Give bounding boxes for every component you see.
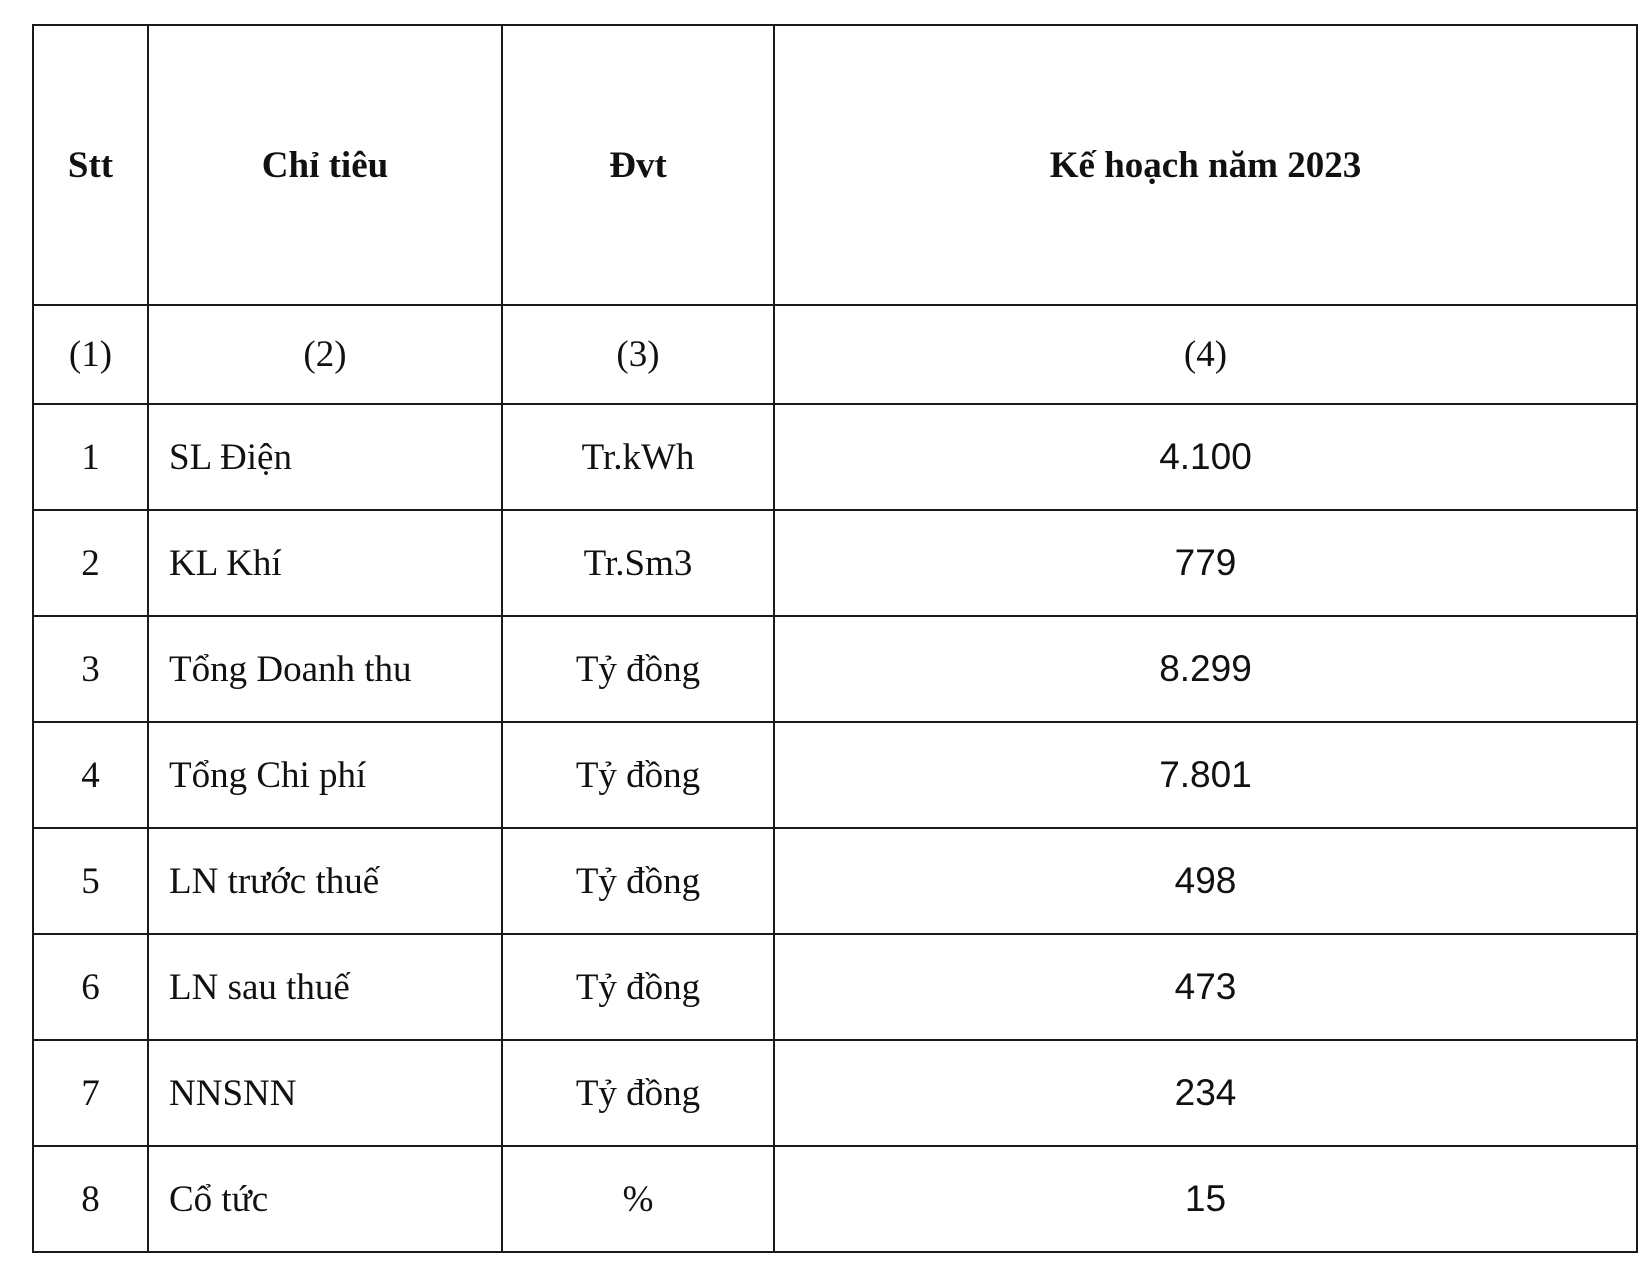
row-unit: Tỷ đồng (502, 616, 774, 722)
row-value: 473 (774, 934, 1637, 1040)
row-label: Tổng Chi phí (148, 722, 502, 828)
row-value: 7.801 (774, 722, 1637, 828)
row-unit: Tỷ đồng (502, 722, 774, 828)
header-stt: Stt (33, 25, 148, 305)
row-label: KL Khí (148, 510, 502, 616)
row-value: 498 (774, 828, 1637, 934)
header-ke-hoach: Kế hoạch năm 2023 (774, 25, 1637, 305)
column-number: (4) (774, 305, 1637, 404)
row-stt: 8 (33, 1146, 148, 1252)
header-chi-tieu: Chỉ tiêu (148, 25, 502, 305)
row-stt: 4 (33, 722, 148, 828)
plan-table (32, 24, 1638, 1253)
row-value: 4.100 (774, 404, 1637, 510)
row-stt: 7 (33, 1040, 148, 1146)
column-number: (2) (148, 305, 502, 404)
row-stt: 3 (33, 616, 148, 722)
table-row (33, 934, 1637, 1040)
header-row (33, 25, 1637, 305)
row-label: NNSNN (148, 1040, 502, 1146)
row-label: SL Điện (148, 404, 502, 510)
row-unit: % (502, 1146, 774, 1252)
row-value: 8.299 (774, 616, 1637, 722)
row-unit: Tr.kWh (502, 404, 774, 510)
table-row (33, 1146, 1637, 1252)
row-unit: Tỷ đồng (502, 1040, 774, 1146)
row-label: Tổng Doanh thu (148, 616, 502, 722)
row-value: 15 (774, 1146, 1637, 1252)
table-row (33, 616, 1637, 722)
row-stt: 1 (33, 404, 148, 510)
table-row (33, 828, 1637, 934)
table-row (33, 1040, 1637, 1146)
column-number: (1) (33, 305, 148, 404)
column-number: (3) (502, 305, 774, 404)
row-value: 234 (774, 1040, 1637, 1146)
row-unit: Tr.Sm3 (502, 510, 774, 616)
table-row (33, 510, 1637, 616)
row-label: LN sau thuế (148, 934, 502, 1040)
row-stt: 2 (33, 510, 148, 616)
row-stt: 6 (33, 934, 148, 1040)
header-dvt: Đvt (502, 25, 774, 305)
row-stt: 5 (33, 828, 148, 934)
row-label: LN trước thuế (148, 828, 502, 934)
row-value: 779 (774, 510, 1637, 616)
row-unit: Tỷ đồng (502, 828, 774, 934)
table-row (33, 404, 1637, 510)
table-row (33, 722, 1637, 828)
row-label: Cổ tức (148, 1146, 502, 1252)
column-number-row (33, 305, 1637, 404)
row-unit: Tỷ đồng (502, 934, 774, 1040)
